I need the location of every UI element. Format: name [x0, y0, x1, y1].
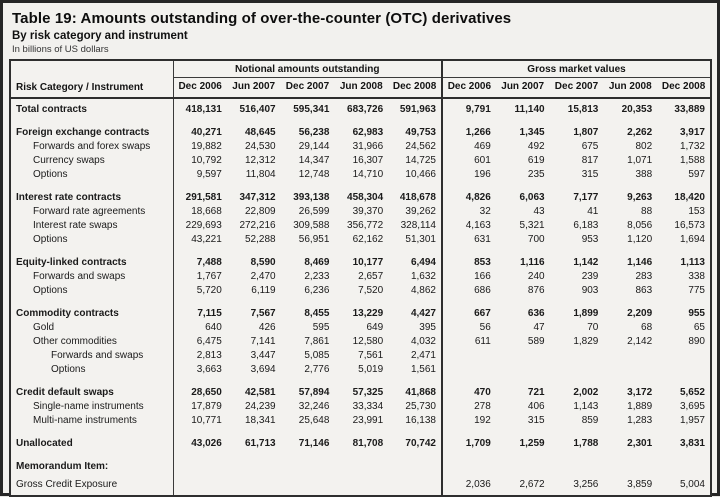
- table-row: [10, 414, 711, 428]
- cell-value: 7,567: [250, 308, 276, 319]
- table-row: [10, 400, 711, 414]
- cell-value: 1,807: [573, 127, 599, 138]
- cell-value: 8,590: [250, 257, 276, 268]
- page-title: Table 19: Amounts outstanding of over-the-counter (OTC) derivatives: [12, 10, 512, 27]
- cell-value: 4,163: [465, 220, 491, 231]
- cell-value: [227, 451, 281, 474]
- cell-value: 470: [474, 387, 491, 398]
- cell-value: 68: [641, 322, 653, 333]
- cell-value: 1,120: [627, 234, 653, 245]
- row-label: Gold: [10, 321, 173, 335]
- cell-value: 2,036: [465, 479, 491, 490]
- cell-value: 1,889: [627, 401, 653, 412]
- row-label: Gross Credit Exposure: [10, 474, 173, 496]
- col-header-date: Jun 2007: [496, 78, 550, 99]
- table-row: [10, 219, 711, 233]
- cell-value: 2,233: [304, 271, 330, 282]
- cell-value: 2,002: [573, 387, 599, 398]
- table-row: [10, 168, 711, 182]
- cell-value: 272,216: [239, 220, 276, 231]
- cell-value: [657, 349, 711, 363]
- cell-value: [550, 451, 604, 474]
- cell-value: 636: [527, 308, 545, 319]
- cell-value: 7,861: [304, 336, 330, 347]
- cell-value: 5,085: [304, 350, 330, 361]
- row-label: Forwards and forex swaps: [10, 140, 173, 154]
- row-label: Single-name instruments: [10, 400, 173, 414]
- table-row: [10, 140, 711, 154]
- cell-value: 14,710: [352, 169, 384, 180]
- table-row: [10, 474, 711, 496]
- col-header-date: Dec 2007: [550, 78, 604, 99]
- cell-value: 953: [581, 234, 599, 245]
- cell-value: 43: [533, 206, 545, 217]
- table-row: [10, 284, 711, 298]
- cell-value: 619: [527, 155, 545, 166]
- cell-value: 278: [474, 401, 491, 412]
- table-row: [10, 349, 711, 363]
- cell-value: 2,301: [627, 438, 653, 449]
- cell-value: 29,144: [298, 141, 330, 152]
- cell-value: 1,788: [573, 438, 599, 449]
- cell-value: 12,312: [245, 155, 276, 166]
- cell-value: 57,894: [298, 387, 330, 398]
- cell-value: 2,813: [196, 350, 222, 361]
- cell-value: [388, 451, 442, 474]
- col-header-date: Jun 2007: [227, 78, 281, 99]
- cell-value: 3,831: [679, 438, 705, 449]
- cell-value: 1,709: [465, 438, 491, 449]
- cell-value: [227, 474, 281, 496]
- cell-value: 611: [474, 336, 491, 347]
- cell-value: 15,813: [567, 104, 599, 115]
- cell-value: 51,301: [388, 233, 442, 247]
- cell-value: 591,963: [388, 98, 442, 117]
- cell-value: 1,732: [679, 141, 705, 152]
- table-row: [10, 335, 711, 349]
- row-header-label: Risk Category / Instrument: [10, 60, 173, 98]
- cell-value: 71,146: [298, 438, 330, 449]
- table-row: [10, 117, 711, 140]
- cell-value: 18,420: [674, 192, 705, 203]
- cell-value: 6,236: [304, 285, 330, 296]
- cell-value: 42,581: [245, 387, 276, 398]
- row-label: Foreign exchange contracts: [10, 117, 173, 140]
- row-label: Commodity contracts: [10, 298, 173, 321]
- cell-value: [496, 363, 550, 377]
- cell-value: 469: [474, 141, 491, 152]
- cell-value: 1,113: [680, 257, 705, 268]
- row-label: Credit default swaps: [10, 377, 173, 400]
- row-label: Forwards and swaps: [10, 349, 173, 363]
- cell-value: [603, 349, 657, 363]
- cell-value: 10,466: [388, 168, 442, 182]
- cell-value: 3,256: [573, 479, 599, 490]
- cell-value: 2,470: [250, 271, 276, 282]
- cell-value: 700: [527, 234, 545, 245]
- table-row: [10, 205, 711, 219]
- cell-value: 3,694: [250, 364, 276, 375]
- cell-value: 47: [533, 322, 545, 333]
- cell-value: 1,632: [388, 270, 442, 284]
- cell-value: 686: [474, 285, 491, 296]
- cell-value: 239: [581, 271, 599, 282]
- cell-value: 4,427: [388, 298, 442, 321]
- cell-value: 426: [258, 322, 276, 333]
- cell-value: 418,131: [185, 104, 222, 115]
- table-row: [10, 428, 711, 451]
- cell-value: 328,114: [388, 219, 442, 233]
- unit-note: In billions of US dollars: [12, 44, 109, 55]
- cell-value: 39,262: [388, 205, 442, 219]
- row-label: Options: [10, 363, 173, 377]
- cell-value: 667: [474, 308, 491, 319]
- cell-value: [550, 349, 604, 363]
- table-row: [10, 247, 711, 270]
- cell-value: 1,899: [573, 308, 599, 319]
- cell-value: 649: [366, 322, 384, 333]
- cell-value: 26,599: [298, 206, 330, 217]
- cell-value: [603, 451, 657, 474]
- cell-value: 595,341: [293, 104, 330, 115]
- cell-value: [334, 451, 388, 474]
- table-row: [10, 98, 711, 117]
- cell-value: 7,115: [197, 308, 222, 319]
- cell-value: 166: [474, 271, 491, 282]
- row-label: Unallocated: [10, 428, 173, 451]
- cell-value: 3,447: [250, 350, 276, 361]
- cell-value: 153: [688, 206, 705, 217]
- row-label: Forwards and swaps: [10, 270, 173, 284]
- cell-value: 492: [527, 141, 545, 152]
- row-label: Equity-linked contracts: [10, 247, 173, 270]
- col-header-date: Dec 2008: [657, 78, 711, 99]
- cell-value: 3,917: [679, 127, 705, 138]
- cell-value: 876: [527, 285, 545, 296]
- cell-value: 43,221: [191, 234, 222, 245]
- cell-value: 7,520: [358, 285, 384, 296]
- cell-value: 48,645: [245, 127, 276, 138]
- cell-value: 338: [688, 271, 705, 282]
- table-row: [10, 154, 711, 168]
- cell-value: 903: [581, 285, 599, 296]
- cell-value: 315: [581, 169, 599, 180]
- cell-value: 49,753: [388, 117, 442, 140]
- cell-value: 1,561: [388, 363, 442, 377]
- table-row: [10, 182, 711, 205]
- cell-value: 2,142: [627, 336, 653, 347]
- cell-value: 1,116: [520, 257, 545, 268]
- cell-value: 22,809: [245, 206, 276, 217]
- cell-value: 640: [205, 322, 222, 333]
- col-header-date: Dec 2006: [173, 78, 227, 99]
- table-row: [10, 270, 711, 284]
- cell-value: 65: [693, 322, 705, 333]
- cell-value: 23,991: [352, 415, 384, 426]
- group-header-row: [10, 60, 711, 78]
- cell-value: 192: [474, 415, 491, 426]
- cell-value: [442, 349, 496, 363]
- cell-value: [173, 451, 227, 474]
- cell-value: 5,321: [519, 220, 545, 231]
- cell-value: 291,581: [185, 192, 222, 203]
- cell-value: 17,879: [191, 401, 222, 412]
- cell-value: 52,288: [245, 234, 276, 245]
- table-row: [10, 233, 711, 247]
- cell-value: 11,140: [514, 104, 545, 115]
- table-header: [10, 60, 711, 98]
- cell-value: 863: [635, 285, 653, 296]
- cell-value: 6,494: [388, 247, 442, 270]
- cell-value: 418,678: [388, 182, 442, 205]
- cell-value: 1,588: [679, 155, 705, 166]
- cell-value: 8,469: [304, 257, 330, 268]
- cell-value: 955: [688, 308, 705, 319]
- cell-value: 70,742: [388, 428, 442, 451]
- cell-value: 406: [527, 401, 545, 412]
- cell-value: 56,238: [298, 127, 330, 138]
- cell-value: 6,475: [196, 336, 222, 347]
- cell-value: [334, 474, 388, 496]
- cell-value: [442, 363, 496, 377]
- cell-value: [173, 474, 227, 496]
- col-header-date: Dec 2007: [281, 78, 335, 99]
- cell-value: 9,263: [627, 192, 653, 203]
- row-label: Options: [10, 233, 173, 247]
- cell-value: 16,307: [352, 155, 384, 166]
- cell-value: 62,983: [352, 127, 384, 138]
- cell-value: 4,826: [465, 192, 491, 203]
- table-body: [10, 98, 711, 496]
- cell-value: 802: [635, 141, 653, 152]
- table-row: [10, 363, 711, 377]
- cell-value: 16,138: [388, 414, 442, 428]
- cell-value: 2,657: [358, 271, 384, 282]
- cell-value: 4,862: [388, 284, 442, 298]
- cell-value: 7,177: [573, 192, 599, 203]
- table-row: [10, 377, 711, 400]
- cell-value: 13,229: [352, 308, 384, 319]
- cell-value: 597: [688, 169, 705, 180]
- cell-value: 6,183: [573, 220, 599, 231]
- cell-value: 18,668: [191, 206, 222, 217]
- cell-value: 240: [527, 271, 545, 282]
- cell-value: 28,650: [191, 387, 222, 398]
- cell-value: 20,353: [621, 104, 653, 115]
- cell-value: 347,312: [239, 192, 276, 203]
- cell-value: 817: [581, 155, 599, 166]
- col-header-date: Dec 2006: [442, 78, 496, 99]
- cell-value: 81,708: [352, 438, 384, 449]
- cell-value: 2,471: [388, 349, 442, 363]
- cell-value: 1,146: [627, 257, 653, 268]
- cell-value: 33,889: [674, 104, 705, 115]
- cell-value: 393,138: [293, 192, 330, 203]
- cell-value: 61,713: [245, 438, 276, 449]
- cell-value: [281, 451, 335, 474]
- cell-value: [281, 474, 335, 496]
- group-header-notional: Notional amounts outstanding: [173, 60, 442, 78]
- row-label: Interest rate swaps: [10, 219, 173, 233]
- cell-value: 395: [388, 321, 442, 335]
- cell-value: 8,056: [627, 220, 653, 231]
- cell-value: 4,032: [388, 335, 442, 349]
- cell-value: 601: [474, 155, 491, 166]
- cell-value: 2,672: [519, 479, 545, 490]
- row-label: Options: [10, 284, 173, 298]
- cell-value: [550, 363, 604, 377]
- cell-value: 7,141: [250, 336, 276, 347]
- cell-value: 589: [527, 336, 545, 347]
- col-header-date: Jun 2008: [334, 78, 388, 99]
- cell-value: 1,266: [465, 127, 491, 138]
- cell-value: 16,573: [674, 220, 705, 231]
- cell-value: 516,407: [239, 104, 276, 115]
- cell-value: 3,695: [679, 401, 705, 412]
- cell-value: 24,239: [245, 401, 276, 412]
- row-label: Forward rate agreements: [10, 205, 173, 219]
- cell-value: 56: [479, 322, 491, 333]
- cell-value: 1,283: [627, 415, 653, 426]
- cell-value: 9,597: [196, 169, 222, 180]
- cell-value: 1,345: [519, 127, 545, 138]
- cell-value: 3,663: [196, 364, 222, 375]
- cell-value: 14,725: [388, 154, 442, 168]
- cell-value: 12,580: [352, 336, 384, 347]
- cell-value: 32: [479, 206, 491, 217]
- cell-value: 775: [688, 285, 705, 296]
- cell-value: [496, 349, 550, 363]
- cell-value: 356,772: [347, 220, 384, 231]
- cell-value: 235: [527, 169, 545, 180]
- cell-value: 458,304: [347, 192, 384, 203]
- cell-value: 39,370: [352, 206, 384, 217]
- cell-value: 675: [581, 141, 599, 152]
- cell-value: 3,859: [627, 479, 653, 490]
- cell-value: 43,026: [191, 438, 222, 449]
- cell-value: 56,951: [298, 234, 330, 245]
- cell-value: 1,259: [519, 438, 545, 449]
- cell-value: 5,652: [679, 387, 705, 398]
- table-row: [10, 321, 711, 335]
- cell-value: 32,246: [298, 401, 330, 412]
- cell-value: 229,693: [185, 220, 222, 231]
- cell-value: 10,771: [191, 415, 222, 426]
- cell-value: 2,776: [304, 364, 330, 375]
- cell-value: 1,767: [196, 271, 222, 282]
- cell-value: 6,119: [251, 285, 276, 296]
- cell-value: 62,162: [352, 234, 384, 245]
- cell-value: 31,966: [352, 141, 384, 152]
- cell-value: 12,748: [298, 169, 330, 180]
- cell-value: 6,063: [519, 192, 545, 203]
- cell-value: 33,334: [352, 401, 384, 412]
- page-subtitle: By risk category and instrument: [12, 30, 188, 42]
- derivatives-table: [9, 59, 712, 497]
- row-label: Multi-name instruments: [10, 414, 173, 428]
- cell-value: 2,262: [627, 127, 653, 138]
- table-row: [10, 451, 711, 474]
- cell-value: 5,720: [196, 285, 222, 296]
- cell-value: 1,957: [679, 415, 705, 426]
- cell-value: 1,071: [627, 155, 653, 166]
- cell-value: 3,172: [627, 387, 653, 398]
- cell-value: [657, 451, 711, 474]
- cell-value: 890: [688, 336, 705, 347]
- cell-value: 19,882: [191, 141, 222, 152]
- cell-value: 10,792: [191, 155, 222, 166]
- cell-value: 595: [312, 322, 330, 333]
- cell-value: 7,561: [358, 350, 384, 361]
- cell-value: 8,455: [304, 308, 330, 319]
- cell-value: 859: [581, 415, 599, 426]
- row-label: Currency swaps: [10, 154, 173, 168]
- cell-value: 388: [635, 169, 653, 180]
- cell-value: [388, 474, 442, 496]
- cell-value: 18,341: [245, 415, 276, 426]
- cell-value: 5,019: [358, 364, 384, 375]
- group-header-gross: Gross market values: [442, 60, 711, 78]
- cell-value: 57,325: [352, 387, 384, 398]
- cell-value: 14,347: [298, 155, 330, 166]
- col-header-date: Dec 2008: [388, 78, 442, 99]
- row-label: Options: [10, 168, 173, 182]
- cell-value: 631: [474, 234, 491, 245]
- cell-value: 25,730: [388, 400, 442, 414]
- cell-value: 70: [587, 322, 599, 333]
- cell-value: 88: [641, 206, 653, 217]
- cell-value: 315: [527, 415, 545, 426]
- row-label: Memorandum Item:: [10, 451, 173, 474]
- cell-value: 1,142: [573, 257, 599, 268]
- cell-value: 41: [587, 206, 599, 217]
- cell-value: 683,726: [347, 104, 384, 115]
- cell-value: 11,804: [245, 169, 276, 180]
- table-row: [10, 298, 711, 321]
- cell-value: 283: [635, 271, 653, 282]
- cell-value: 41,868: [388, 377, 442, 400]
- cell-value: [496, 451, 550, 474]
- cell-value: 25,648: [298, 415, 330, 426]
- cell-value: 24,530: [245, 141, 276, 152]
- cell-value: 721: [527, 387, 545, 398]
- cell-value: 2,209: [627, 308, 653, 319]
- cell-value: 40,271: [191, 127, 222, 138]
- cell-value: [657, 363, 711, 377]
- cell-value: 309,588: [293, 220, 330, 231]
- row-label: Other commodities: [10, 335, 173, 349]
- row-label: Total contracts: [10, 98, 173, 117]
- cell-value: [442, 451, 496, 474]
- row-label: Interest rate contracts: [10, 182, 173, 205]
- cell-value: 24,562: [388, 140, 442, 154]
- col-header-date: Jun 2008: [603, 78, 657, 99]
- cell-value: [603, 363, 657, 377]
- cell-value: 1,829: [573, 336, 599, 347]
- cell-value: 1,694: [679, 234, 705, 245]
- cell-value: 10,177: [352, 257, 384, 268]
- cell-value: 196: [474, 169, 491, 180]
- cell-value: 5,004: [679, 479, 705, 490]
- cell-value: 853: [474, 257, 491, 268]
- cell-value: 7,488: [196, 257, 222, 268]
- cell-value: 9,791: [465, 104, 491, 115]
- cell-value: 1,143: [573, 401, 599, 412]
